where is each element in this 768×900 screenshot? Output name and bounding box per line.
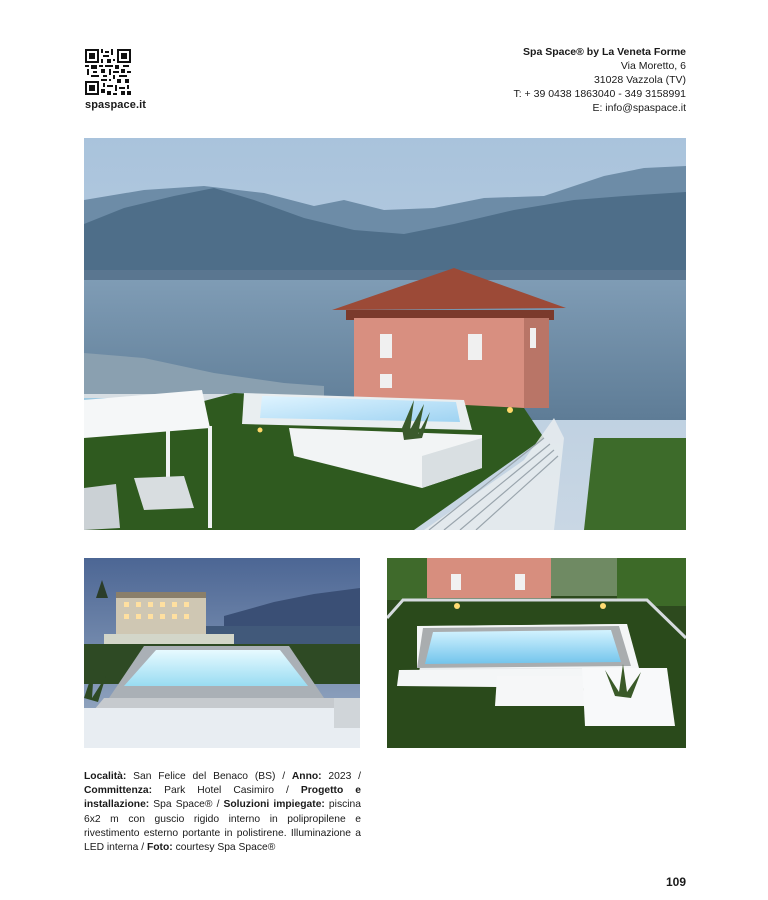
main-photo-rooftop-pool (84, 138, 686, 530)
contact-block (513, 45, 686, 115)
photo-hotel-pool-dusk (84, 558, 360, 748)
project-caption (84, 770, 361, 855)
year-value: 2023 / (321, 771, 361, 782)
photo-credit-label: Foto: (146, 842, 173, 854)
design-value: Spa Space® / (149, 799, 224, 811)
year-label: Anno: (291, 771, 322, 782)
website-link[interactable]: spaspace.it (85, 99, 147, 111)
solutions-value: piscina 6x2 m con guscio rigido interno in polipropilene e rivestimento esterno portante in polistirene. Illuminazione a LED interna / (84, 799, 361, 854)
photo-rooftop-pool-top-view (387, 558, 686, 748)
company-name: Spa Space® by La Veneta Forme (523, 46, 686, 58)
client-label: Committenza: (84, 785, 153, 797)
page-number: 109 (665, 875, 686, 889)
design-label: Progetto e installazione: (84, 785, 361, 811)
phone-number: T: + 39 0438 1863040 - 349 3158991 (513, 88, 686, 100)
address-street: Via Moretto, 6 (620, 60, 686, 72)
location-label: Località: (84, 771, 127, 782)
photo-credit-value: courtesy Spa Space® (172, 842, 276, 854)
client-value: Park Hotel Casimiro / (152, 785, 301, 797)
solutions-label: Soluzioni impiegate: (223, 799, 325, 811)
address-city: 31028 Vazzola (TV) (593, 74, 686, 86)
qr-code-icon (85, 49, 131, 95)
email-address[interactable]: E: info@spaspace.it (592, 102, 686, 114)
location-value: San Felice del Benaco (BS) / (126, 771, 292, 782)
